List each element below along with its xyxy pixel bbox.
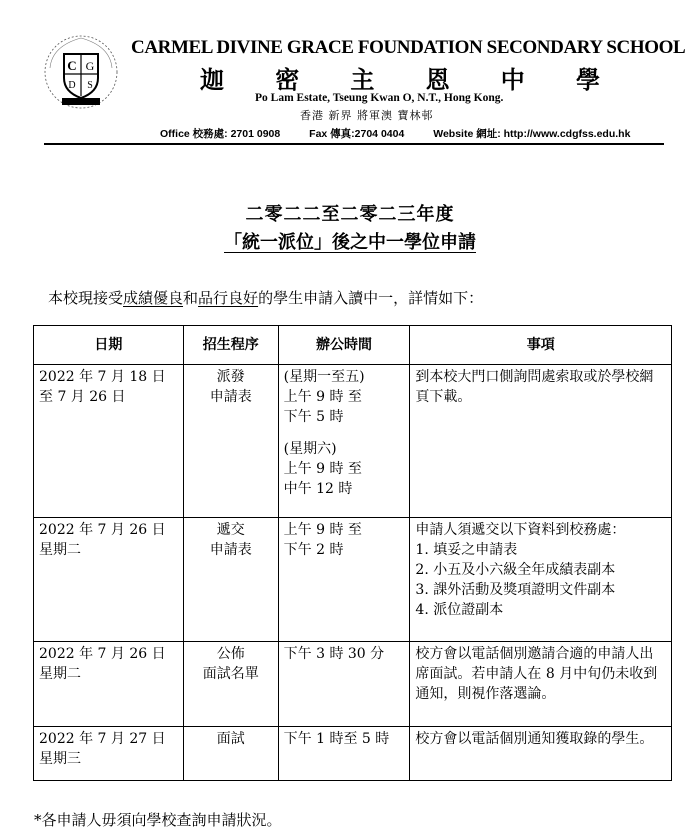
school-name-english: CARMEL DIVINE GRACE FOUNDATION SECONDARY SCHOOL [131, 37, 686, 58]
school-name-char: 學 [575, 65, 600, 94]
hours-line: 下午 3 時 30 分 [283, 646, 385, 662]
list-item: 2. 小五及小六級全年成績表副本 [415, 562, 616, 578]
date-cell [34, 518, 184, 642]
website-link[interactable]: Website 網址: http://www.cdgfss.edu.hk [433, 128, 631, 140]
procedure-cell [183, 642, 278, 727]
school-name-char: 恩 [425, 65, 450, 94]
hours-line: (星期一至五) [283, 369, 365, 385]
procedure-line: 公佈 [216, 646, 245, 662]
details-cell: 到本校大門口側詢問處索取或於學校網頁下載。 [410, 365, 672, 518]
list-item: 3. 課外活動及獎項證明文件副本 [415, 582, 616, 598]
date-line: 至 7 月 26 日 [39, 389, 126, 405]
hours-line: 下午 5 時 [283, 409, 344, 425]
hours-line: 上午 9 時 至 [283, 461, 362, 477]
fax-number: Fax 傳真:2704 0404 [309, 128, 405, 140]
school-name-char: 密 [275, 65, 300, 94]
hours-cell [278, 365, 410, 518]
date-cell [34, 642, 184, 727]
school-name-char: 中 [500, 65, 525, 94]
procedure-cell [183, 365, 278, 518]
column-header-office-hours: 辦公時間 [278, 326, 410, 365]
details-cell: 校方會以電話個別邀請合適的申請人出席面試。若申請人在 8 月中旬仍未收到通知，則視作落選論。 [410, 642, 672, 727]
details-cell: 校方會以電話個別通知獲取錄的學生。 [410, 727, 672, 781]
hours-line: 中午 12 時 [283, 481, 353, 497]
hours-cell [278, 642, 410, 727]
address-chinese: 香港 新界 將軍澳 寶林邨 [300, 109, 434, 122]
document-title-year: 二零二二至二零二三年度 [245, 204, 455, 225]
contact-line [160, 126, 656, 141]
date-line: 2022 年 7 月 26 日 [39, 522, 166, 538]
intro-text: 的學生申請入讀中一，詳情如下： [258, 289, 484, 307]
document-title [0, 228, 700, 254]
list-item: 1. 填妥之申請表 [415, 542, 518, 558]
hours-line: 下午 2 時 [283, 542, 344, 558]
procedure-line: 申請表 [209, 542, 252, 558]
details-text: 申請人須遞交以下資料到校務處： [415, 522, 626, 538]
date-line: 2022 年 7 月 26 日 [39, 646, 166, 662]
hours-line: 下午 1 時至 5 時 [283, 731, 390, 747]
procedure-line: 遞交 [216, 522, 245, 538]
header-divider [44, 143, 664, 145]
document-title-text: 「統一派位」後之中一學位申請 [224, 232, 476, 253]
date-line: 星期二 [39, 542, 81, 558]
intro-text: 和 [183, 289, 199, 307]
school-crest-logo [42, 32, 120, 114]
date-line: 2022 年 7 月 18 日 [39, 369, 166, 385]
date-cell [34, 727, 184, 781]
table-header-row [34, 326, 672, 365]
details-cell [410, 518, 672, 642]
intro-paragraph [48, 287, 483, 308]
procedure-cell [183, 727, 278, 781]
table-row [34, 518, 672, 642]
list-item: 4. 派位證副本 [415, 602, 504, 618]
admission-schedule-table [33, 325, 672, 781]
svg-text:G: G [85, 59, 95, 73]
intro-highlight: 成績優良 [123, 289, 184, 307]
intro-highlight: 品行良好 [198, 289, 259, 307]
school-name-char: 迦 [200, 65, 224, 94]
date-cell [34, 365, 184, 518]
procedure-cell [183, 518, 278, 642]
column-header-date: 日期 [34, 326, 184, 365]
procedure-line: 申請表 [209, 389, 252, 405]
svg-text:S: S [87, 80, 93, 91]
school-name-chinese [200, 60, 600, 95]
svg-text:C: C [67, 58, 77, 73]
date-line: 2022 年 7 月 27 日 [39, 731, 166, 747]
hours-cell [278, 518, 410, 642]
hours-line: 上午 9 時 至 [283, 522, 362, 538]
office-phone: Office 校務處: 2701 0908 [160, 128, 281, 140]
table-row [34, 642, 672, 727]
table-row [34, 365, 672, 518]
column-header-procedure: 招生程序 [183, 326, 278, 365]
hours-line: (星期六) [283, 441, 337, 457]
school-name-char: 主 [350, 65, 375, 94]
svg-text:D: D [68, 80, 76, 91]
address-english: Po Lam Estate, Tseung Kwan O, N.T., Hong Kong. [255, 92, 504, 104]
procedure-line: 派發 [216, 369, 245, 385]
procedure-line: 面試名單 [202, 666, 259, 682]
hours-line: 上午 9 時 至 [283, 389, 362, 405]
hours-cell [278, 727, 410, 781]
footnote: *各申請人毋須向學校查詢申請狀況。 [34, 811, 282, 829]
date-line: 星期三 [39, 751, 81, 767]
column-header-details: 事項 [410, 326, 672, 365]
table-row [34, 727, 672, 781]
required-documents-list [415, 540, 666, 620]
procedure-line: 面試 [216, 731, 245, 747]
date-line: 星期二 [39, 666, 81, 682]
intro-text: 本校現接受 [48, 289, 124, 307]
